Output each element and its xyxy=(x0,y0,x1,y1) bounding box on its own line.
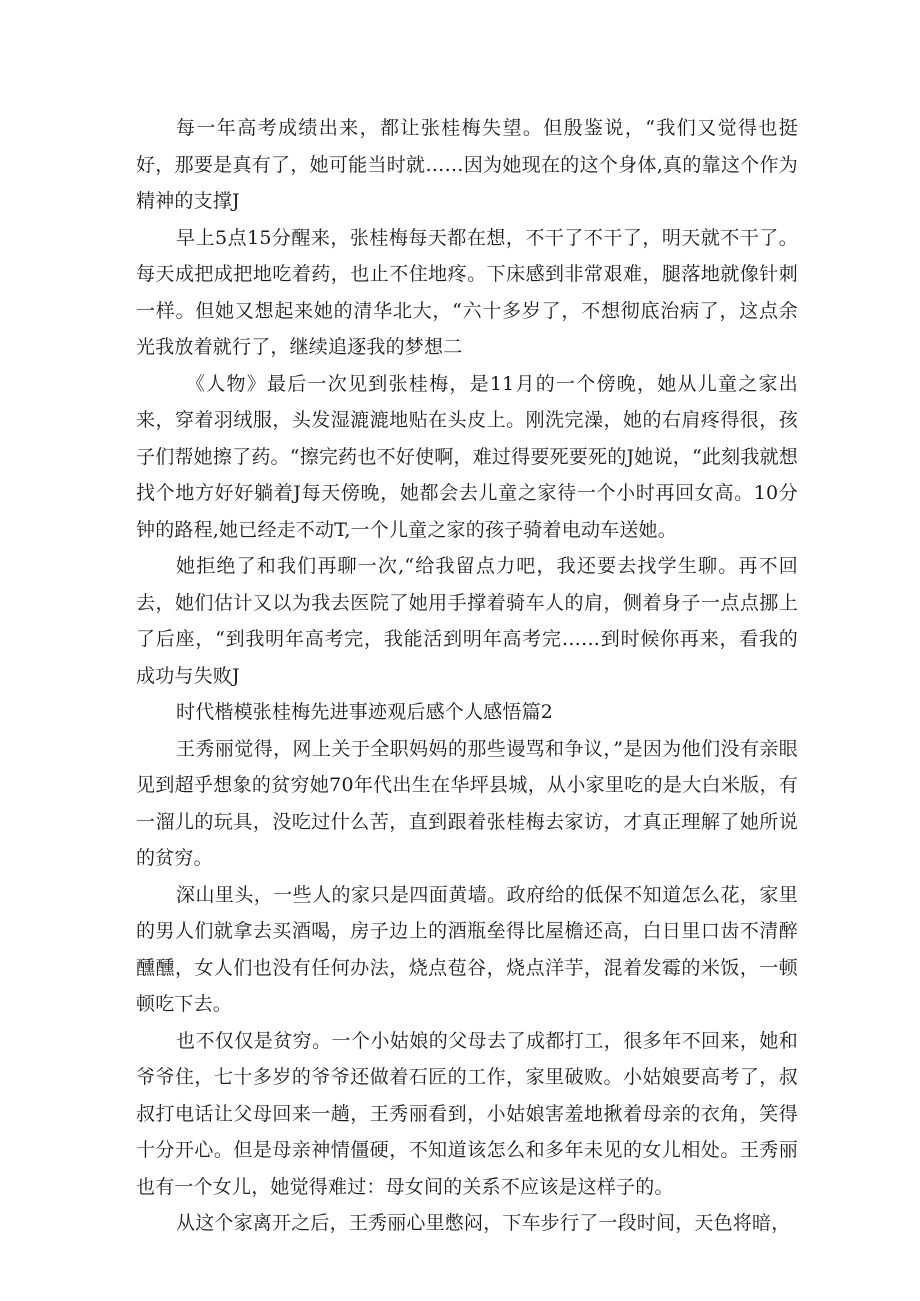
paragraph-5: 王秀丽觉得，网上关于全职妈妈的那些谩骂和争议，”是因为他们没有亲眼见到超乎想象的贫穷她70年代出生在华坪县城，从小家里吃的是大白米版，有一溜儿的玩具，没吃过什么苦，直到跟着张桂梅去家访，才真正理解了她所说的贫穷。 xyxy=(136,737,798,869)
section-heading: 时代楷模张桂梅先进事迹观后感个人感悟篇2 xyxy=(176,701,554,723)
paragraph-8: 从这个家离开之后，王秀丽心里憋闷，下车步行了一段时间，天色将暗， xyxy=(176,1212,791,1234)
paragraph-1: 每一年高考成绩出来，都让张桂梅失望。但殷鉴说，“我们又觉得也挺好，那要是真有了，她可能当时就……因为她现在的这个身体,真的靠这个作为精神的支撑J xyxy=(136,117,798,212)
paragraph-7: 也不仅仅是贫穷。一个小姑娘的父母去了成都打工，很多年不回来，她和爷爷住，七十多岁的爷爷还做着石匠的工作，家里破败。小姑娘要高考了，叔叔打电话让父母回来一趟，王秀丽看到，小姑娘害羞地揪着母亲的衣角，笑得十分开心。但是母亲神情僵硬，不知道该怎么和多年未见的女儿相处。王秀丽也有一个女儿，她觉得难过：母女间的关系不应该是这样子的。 xyxy=(136,1029,798,1198)
article-body xyxy=(136,110,798,1242)
paragraph-6: 深山里头，一些人的家只是四面黄墙。政府给的低保不知道怎么花，家里的男人们就拿去买酒喝，房子边上的酒瓶垒得比屋檐还高，白日里口齿不清醉醺醺，女人们也没有任何办法，烧点苞谷，烧点洋芋，混着发霉的米饭，一顿顿吃下去。 xyxy=(136,883,798,1015)
paragraph-4: 她拒绝了和我们再聊一次,“给我留点力吧，我还要去找学生聊。再不回去，她们估计又以为我去医院了她用手撑着骑车人的肩，侧着身子一点点挪上了后座，“到我明年高考完，我能活到明年高考完……到时候你再来，看我的成功与失败J xyxy=(136,555,798,687)
paragraph-2: 早上5点15分醒来，张桂梅每天都在想，不干了不干了，明天就不干了。每天成把成把地吃着药，也止不住地疼。下床感到非常艰难，腿落地就像针刺一样。但她又想起来她的清华北大，“六十多岁了，不想彻底治病了，这点余光我放着就行了，继续追逐我的梦想二 xyxy=(136,226,798,358)
paragraph-3: 《人物》最后一次见到张桂梅，是11月的一个傍晚，她从儿童之家出来，穿着羽绒服，头发湿漉漉地贴在头皮上。刚洗完澡，她的右肩疼得很，孩子们帮她擦了药。“擦完药也不好使啊，难过得要死要死的J她说，“此刻我就想找个地方好好躺着J每天傍晚，她都会去儿童之家待一个小时再回女高。10分钟的路程,她已经走不动T,一个儿童之家的孩子骑着电动车送她。 xyxy=(136,372,798,541)
